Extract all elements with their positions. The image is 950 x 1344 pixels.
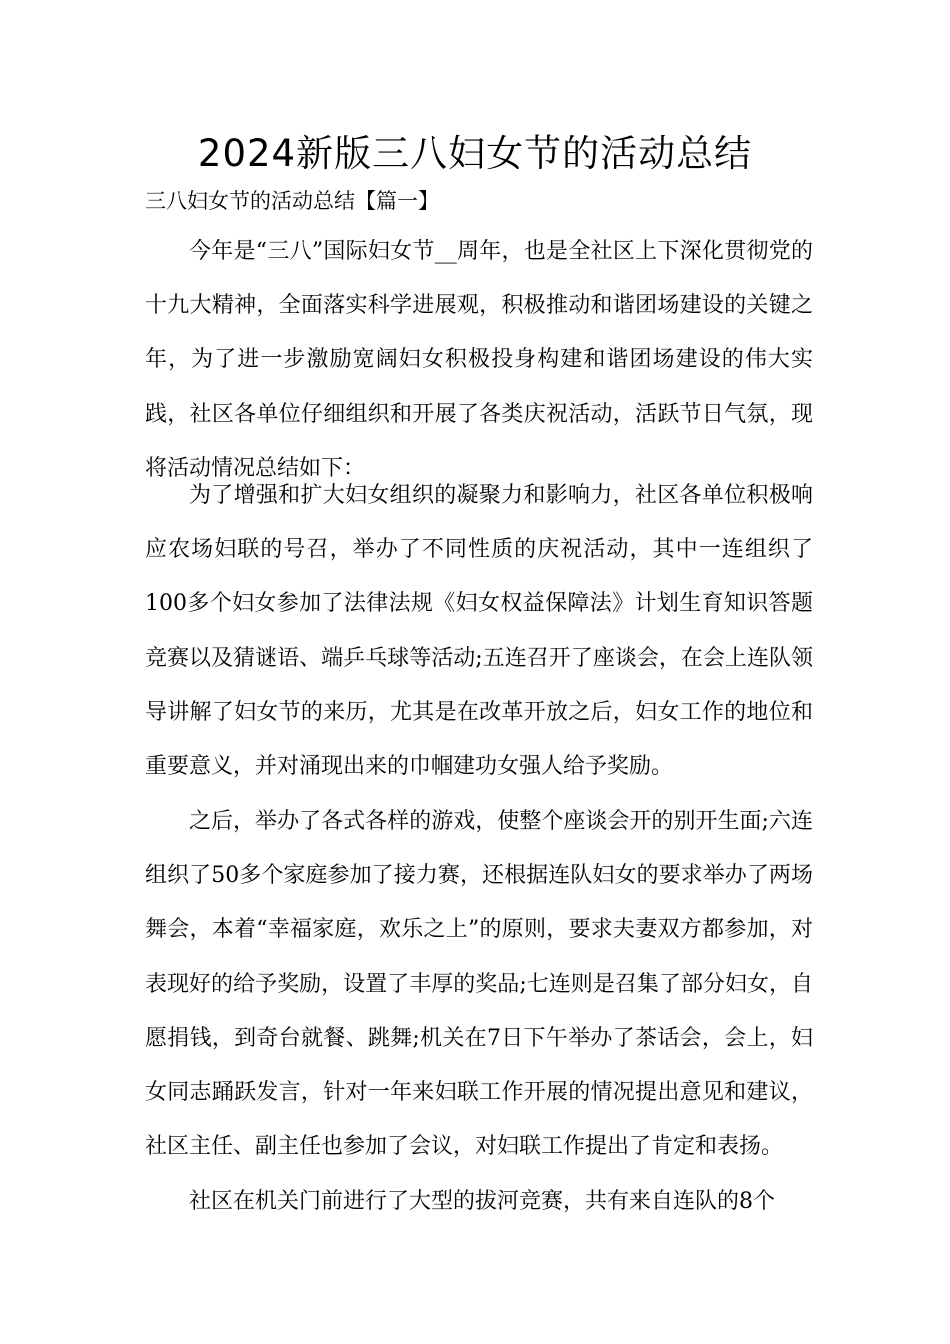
paragraph-3: 之后，举办了各式各样的游戏，使整个座谈会开的别开生面;六连组织了50多个家庭参加了接力赛，还根据连队妇女的要求举办了两场舞会，本着“幸福家庭，欢乐之上”的原则，要求夫妻双方都参加，对表现好的给予奖励，设置了丰厚的奖品;七连则是召集了部分妇女，自愿捐钱，到奇台就餐、跳舞;机关在7日下午举办了茶话会，会上，妇女同志踊跃发言，针对一年来妇联工作开展的情况提出意见和建议，社区主任、副主任也参加了会议，对妇联工作提出了肯定和表扬。 (145, 809, 813, 1160)
paragraph-2: 为了增强和扩大妇女组织的凝聚力和影响力，社区各单位积极响应农场妇联的号召，举办了不同性质的庆祝活动，其中一连组织了100多个妇女参加了法律法规《妇女权益保障法》计划生育知识答题竞赛以及猜谜语、端乒乓球等活动;五连召开了座谈会，在会上连队领导讲解了妇女节的来历，尤其是在改革开放之后，妇女工作的地位和重要意义，并对涌现出来的巾帼建功女强人给予奖励。 (145, 483, 813, 780)
document-title: 2024新版三八妇女节的活动总结 (197, 132, 753, 175)
section-heading: 三八妇女节的活动总结【篇一】 (145, 189, 439, 213)
paragraph-4: 社区在机关门前进行了大型的拔河竞赛，共有来自连队的8个 (189, 1189, 775, 1214)
paragraph-1: 今年是“三八”国际妇女节__周年，也是全社区上下深化贯彻党的十九大精神，全面落实科学进展观，积极推动和谐团场建设的关键之年，为了进一步激励宽阔妇女积极投身构建和谐团场建设的伟大实践，社区各单位仔细组织和开展了各类庆祝活动，活跃节日气氛，现将活动情况总结如下： (145, 239, 813, 481)
